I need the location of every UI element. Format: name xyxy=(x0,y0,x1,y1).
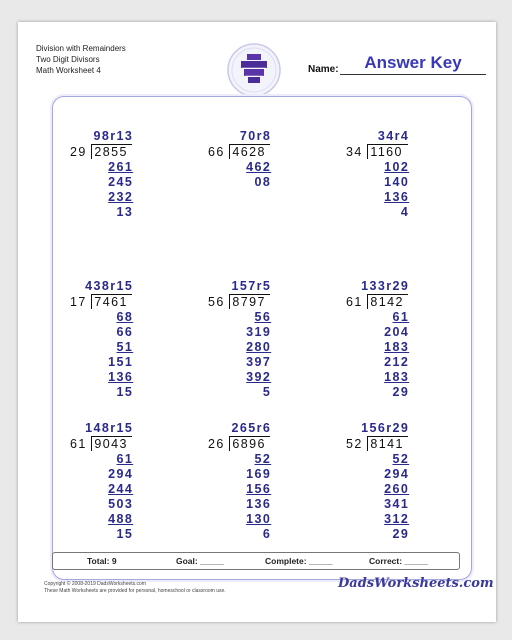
quotient: 265r6 xyxy=(231,421,272,435)
score-bar xyxy=(52,552,460,570)
work-step: 503 xyxy=(108,497,134,511)
work-step: 294 xyxy=(384,467,410,481)
division-problem xyxy=(208,279,308,399)
work-step: 260 xyxy=(384,482,410,496)
division-bracket xyxy=(91,436,92,451)
work-step: 169 xyxy=(246,467,272,481)
work-step: 462 xyxy=(246,160,272,174)
divisor: 52 xyxy=(346,437,363,451)
work-step: 232 xyxy=(108,190,134,204)
worksheet-logo-icon xyxy=(226,42,282,98)
work-step: 102 xyxy=(384,160,410,174)
work-step: 151 xyxy=(108,355,134,369)
work-step: 244 xyxy=(108,482,134,496)
work-step: 52 xyxy=(254,452,272,466)
division-problem xyxy=(346,130,446,240)
work-step: 66 xyxy=(116,325,134,339)
work-step: 392 xyxy=(246,370,272,384)
work-step: 08 xyxy=(254,175,272,189)
division-bracket xyxy=(367,144,368,159)
divisor: 66 xyxy=(208,145,225,159)
work-step: 15 xyxy=(116,385,134,399)
work-step: 136 xyxy=(108,370,134,384)
work-step: 29 xyxy=(392,527,410,541)
dividend: 6896 xyxy=(232,437,266,451)
division-bracket xyxy=(91,144,92,159)
work-step: 56 xyxy=(254,310,272,324)
division-bracket xyxy=(91,294,92,309)
division-bracket xyxy=(229,294,230,309)
work-step: 488 xyxy=(108,512,134,526)
division-problem xyxy=(70,421,170,541)
division-bracket xyxy=(367,436,368,451)
work-step: 52 xyxy=(392,452,410,466)
work-step: 51 xyxy=(116,340,134,354)
worksheet-number: Math Worksheet 4 xyxy=(36,66,101,75)
work-step: 13 xyxy=(116,205,134,219)
work-step: 6 xyxy=(262,527,272,541)
division-problem xyxy=(208,130,308,240)
dividend: 1160 xyxy=(370,145,403,159)
work-step: 15 xyxy=(116,527,134,541)
work-step: 29 xyxy=(392,385,410,399)
worksheet-page xyxy=(18,22,496,622)
division-problem xyxy=(346,279,446,399)
work-step: 261 xyxy=(108,160,134,174)
division-bracket xyxy=(229,144,230,159)
quotient: 34r4 xyxy=(377,129,410,143)
work-step: 136 xyxy=(384,190,410,204)
dividend: 2855 xyxy=(94,145,128,159)
divisor: 61 xyxy=(70,437,87,451)
quotient: 98r13 xyxy=(93,129,134,143)
quotient: 70r8 xyxy=(239,129,272,143)
quotient: 148r15 xyxy=(85,421,134,435)
work-step: 4 xyxy=(400,205,410,219)
division-problem xyxy=(346,421,446,541)
work-step: 204 xyxy=(384,325,410,339)
answer-key-label: Answer Key xyxy=(364,53,462,72)
division-problem xyxy=(208,421,308,541)
copyright-line: Copyright © 2008-2019 DadsWorksheets.com xyxy=(44,581,146,587)
division-bracket xyxy=(367,294,368,309)
divisor: 29 xyxy=(70,145,87,159)
work-step: 294 xyxy=(108,467,134,481)
work-step: 319 xyxy=(246,325,272,339)
correct-field: Correct: _____ xyxy=(369,556,429,566)
divisor: 34 xyxy=(346,145,363,159)
work-step: 312 xyxy=(384,512,410,526)
total-count: Total: 9 xyxy=(87,556,117,566)
work-step: 397 xyxy=(246,355,272,369)
work-step: 183 xyxy=(384,370,410,384)
worksheet-title: Division with Remainders xyxy=(36,44,126,53)
work-step: 136 xyxy=(246,497,272,511)
dividend: 8797 xyxy=(232,295,266,309)
name-underline xyxy=(340,74,486,75)
work-step: 245 xyxy=(108,175,134,189)
dividend: 8142 xyxy=(370,295,404,309)
work-step: 212 xyxy=(384,355,410,369)
quotient: 156r29 xyxy=(361,421,410,435)
work-step: 61 xyxy=(116,452,134,466)
divisor: 56 xyxy=(208,295,225,309)
quotient: 157r5 xyxy=(231,279,272,293)
complete-field: Complete: _____ xyxy=(265,556,333,566)
divisor: 61 xyxy=(346,295,363,309)
brand-logo: DadsWorksheets.com xyxy=(338,576,494,591)
work-step: 130 xyxy=(246,512,272,526)
dividend: 4628 xyxy=(232,145,266,159)
divisor: 26 xyxy=(208,437,225,451)
work-step: 280 xyxy=(246,340,272,354)
division-problem xyxy=(70,130,170,240)
work-step: 140 xyxy=(384,175,410,189)
quotient: 438r15 xyxy=(85,279,134,293)
divisor: 17 xyxy=(70,295,87,309)
division-problem xyxy=(70,279,170,399)
work-step: 68 xyxy=(116,310,134,324)
worksheet-subtitle: Two Digit Divisors xyxy=(36,55,100,64)
quotient: 133r29 xyxy=(361,279,410,293)
work-step: 61 xyxy=(392,310,410,324)
goal-field: Goal: _____ xyxy=(176,556,224,566)
work-step: 156 xyxy=(246,482,272,496)
name-label: Name: xyxy=(308,64,339,75)
dividend: 7461 xyxy=(94,295,128,309)
dividend: 8141 xyxy=(370,437,404,451)
dividend: 9043 xyxy=(94,437,128,451)
division-bracket xyxy=(229,436,230,451)
work-step: 183 xyxy=(384,340,410,354)
work-step: 5 xyxy=(262,385,272,399)
work-step: 341 xyxy=(384,497,410,511)
usage-line: These Math Worksheets are provided for personal, homeschool or classroom use. xyxy=(44,588,226,594)
